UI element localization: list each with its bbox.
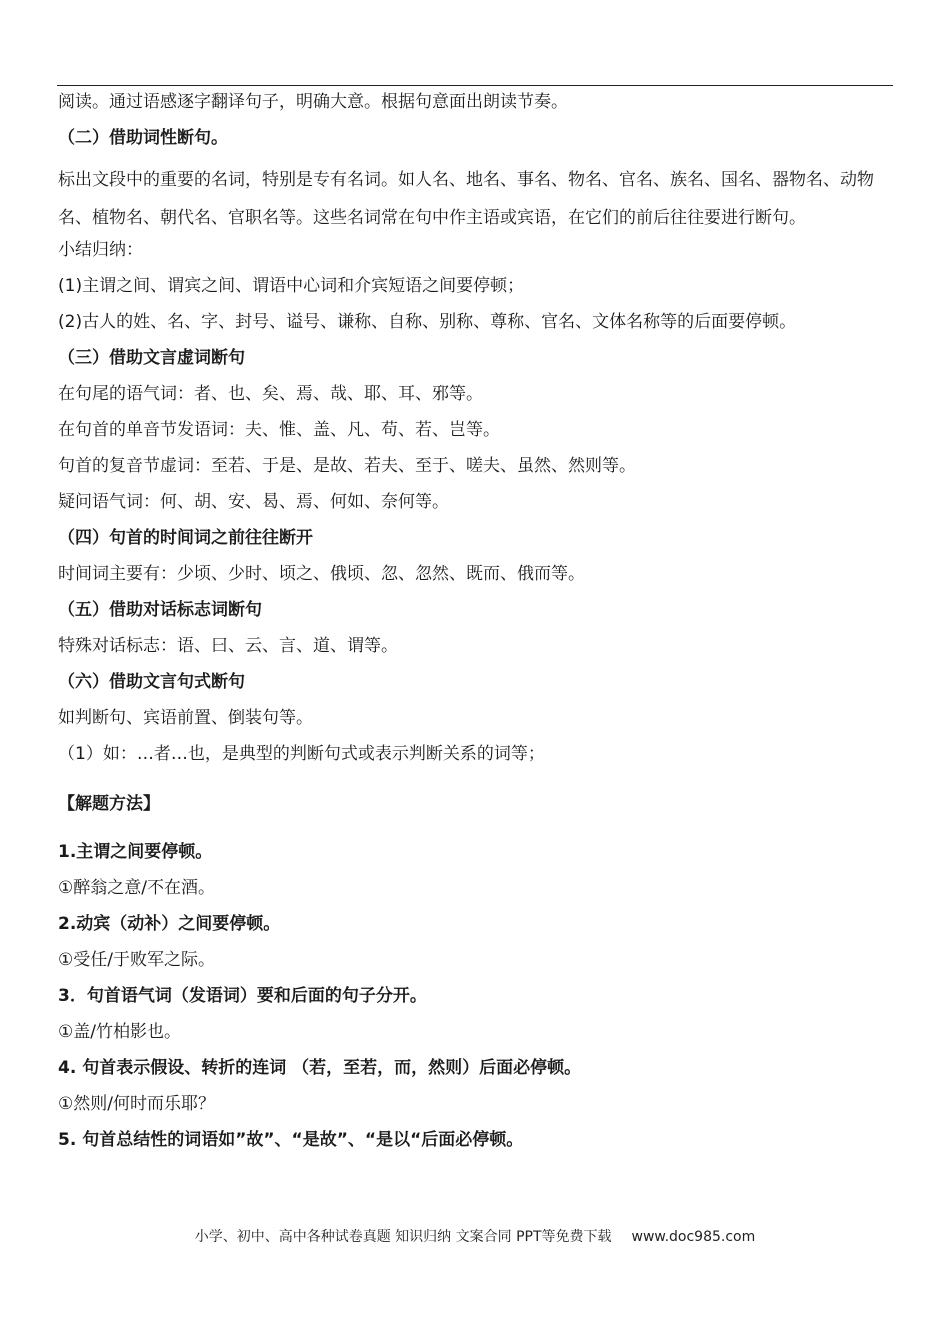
method-2-example: ①受任/于败军之际。 (58, 950, 215, 970)
paragraph-dialogue-markers: 特殊对话标志：语、曰、云、言、道、谓等。 (58, 636, 398, 656)
method-3-title: 3．句首语气词（发语词）要和后面的句子分开。 (58, 986, 427, 1006)
heading-3: （三）借助文言虚词断句 (58, 348, 245, 368)
paragraph-time-words: 时间词主要有：少顷、少时、顷之、俄顷、忽、忽然、既而、俄而等。 (58, 564, 585, 584)
paragraph-end-particles: 在句尾的语气词：者、也、矣、焉、哉、耶、耳、邪等。 (58, 384, 483, 404)
paragraph-initial-particles: 在句首的单音节发语词：夫、惟、盖、凡、苟、若、岂等。 (58, 420, 500, 440)
heading-6: （六）借助文言句式断句 (58, 672, 245, 692)
paragraph-nouns: 标出文段中的重要的名词，特别是专有名词。如人名、地名、事名、物名、官名、族名、国名、器物名、动物名、植物名、朝代名、官职名等。这些名词常在句中作主语或宾语，在它们的前后往往要进行断句。 (58, 170, 874, 228)
section-heading-methods: 【解题方法】 (58, 794, 160, 814)
footer-text: 小学、初中、高中各种试卷真题 知识归纳 文案合同 PPT等免费下载 (194, 1229, 612, 1245)
summary-label: 小结归纳： (58, 240, 143, 260)
method-1-title: 1.主谓之间要停顿。 (58, 842, 213, 862)
paragraph-question-particles: 疑问语气词：何、胡、安、曷、焉、何如、奈何等。 (58, 492, 449, 512)
page-footer (0, 1226, 950, 1246)
paragraph-judgment-example: （1）如：…者…也，是典型的判断句式或表示判断关系的词等； (58, 744, 545, 764)
summary-item-2: (2)古人的姓、名、字、封号、谥号、谦称、自称、别称、尊称、官名、文体名称等的后面要停顿。 (58, 312, 797, 332)
method-5-title: 5. 句首总结性的词语如”故”、“是故”、“是以“后面必停顿。 (58, 1130, 524, 1150)
method-4-example: ①然则/何时而乐耶？ (58, 1094, 215, 1114)
document-body (58, 90, 894, 1164)
heading-4: （四）句首的时间词之前往往断开 (58, 528, 313, 548)
footer-link[interactable]: www.doc985.com (631, 1229, 756, 1245)
paragraph-sentence-patterns: 如判断句、宾语前置、倒装句等。 (58, 708, 313, 728)
paragraph-compound-particles: 句首的复音节虚词：至若、于是、是故、若夫、至于、嗟夫、虽然、然则等。 (58, 456, 636, 476)
heading-5: （五）借助对话标志词断句 (58, 600, 262, 620)
header-rule (57, 85, 893, 86)
method-2-title: 2.动宾（动补）之间要停顿。 (58, 914, 281, 934)
heading-2: （二）借助词性断句。 (58, 128, 228, 148)
paragraph-reading: 阅读。通过语感逐字翻译句子，明确大意。根据句意面出朗读节奏。 (58, 92, 568, 112)
method-1-example: ①醉翁之意/不在酒。 (58, 878, 215, 898)
method-4-title: 4. 句首表示假设、转折的连词 （若，至若，而，然则）后面必停顿。 (58, 1058, 582, 1078)
method-3-example: ①盖/竹柏影也。 (58, 1022, 181, 1042)
summary-item-1: (1)主谓之间、谓宾之间、谓语中心词和介宾短语之间要停顿； (58, 276, 525, 296)
